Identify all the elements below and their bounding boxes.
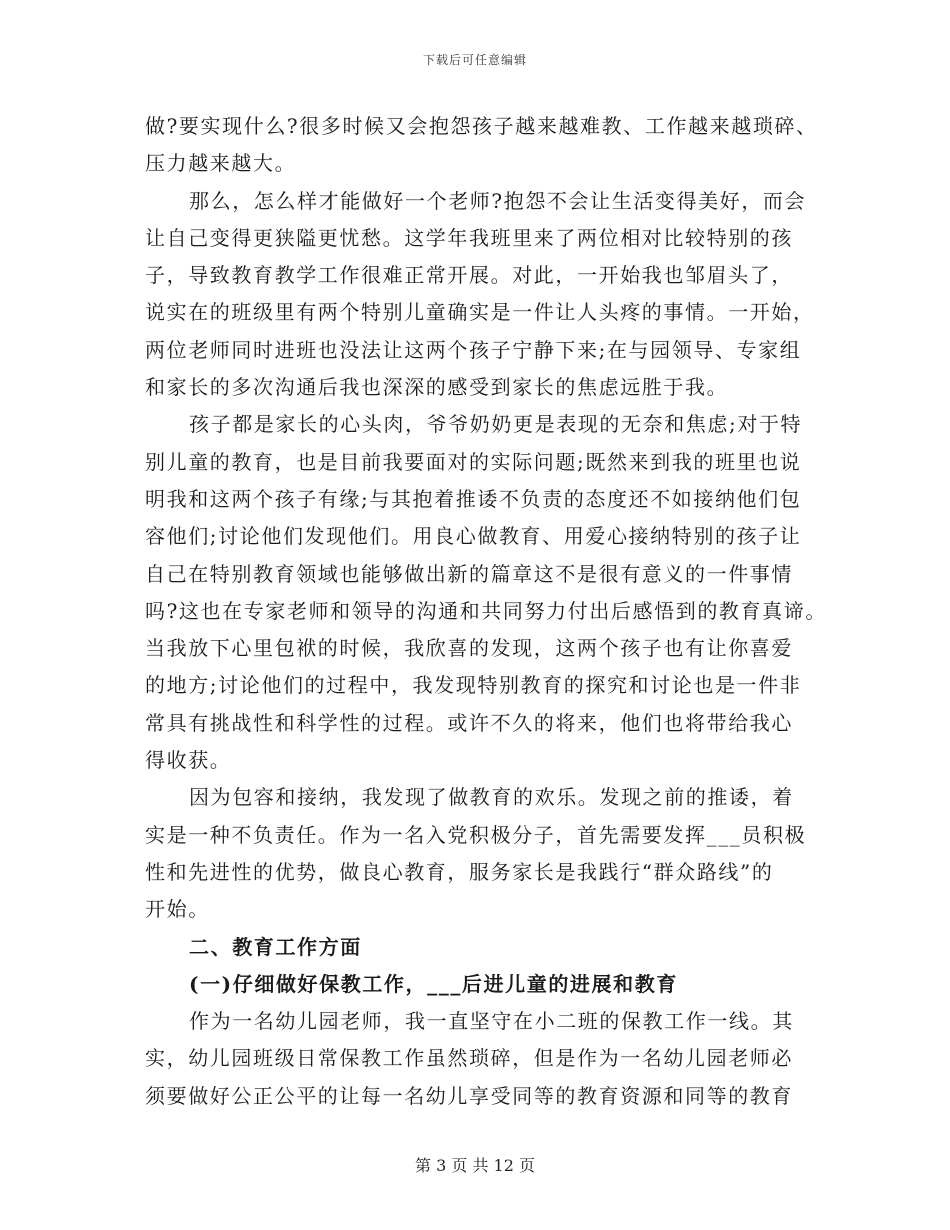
section-heading: (一)仔细做好保教工作，___后进儿童的进展和教育 [189, 971, 678, 996]
text-line: 那么，怎么样才能做好一个老师?抱怨不会让生活变得美好，而会 [189, 188, 807, 213]
text-line: 因为包容和接纳，我发现了做教育的欢乐。发现之前的推诿，着 [189, 785, 794, 810]
text-line: 作为一名幼儿园老师，我一直坚守在小二班的保教工作一线。其 [189, 1009, 794, 1034]
text-line: 开始。 [145, 897, 210, 922]
text-line: 得收获。 [145, 748, 232, 773]
text-line: 和家长的多次沟通后我也深深的感受到家长的焦虑远胜于我。 [145, 375, 729, 400]
text-line: 子，导致教育教学工作很难正常开展。对此，一开始我也邹眉头了， [145, 263, 793, 288]
section-heading: 二、教育工作方面 [189, 934, 362, 959]
text-line: 的地方;讨论他们的过程中，我发现特别教育的探究和讨论也是一件非 [145, 673, 802, 698]
text-line: 实，幼儿园班级日常保教工作虽然琐碎，但是作为一名幼儿园老师必 [145, 1046, 793, 1071]
text-line: 说实在的班级里有两个特别儿童确实是一件让人头疼的事情。一开始， [145, 300, 815, 325]
text-line: 孩子都是家长的心头肉，爷爷奶奶更是表现的无奈和焦虑;对于特 [189, 412, 803, 437]
text-line: 别儿童的教育，也是目前我要面对的实际问题;既然来到我的班里也说 [145, 449, 802, 474]
page-header: 下载后可任意编辑 [422, 53, 527, 67]
text-line: 让自己变得更狭隘更忧愁。这学年我班里来了两位相对比较特别的孩 [145, 225, 793, 250]
text-line: 做?要实现什么?很多时候又会抱怨孩子越来越难教、工作越来越琐碎、 [145, 114, 818, 138]
text-line: 自己在特别教育领域也能够做出新的篇章这不是很有意义的一件事情 [145, 561, 793, 586]
text-line: 常具有挑战性和科学性的过程。或许不久的将来，他们也将带给我心 [145, 710, 793, 735]
text-line: 两位老师同时进班也没法让这两个孩子宁静下来;在与园领导、专家组 [145, 337, 802, 362]
text-line: 当我放下心里包袱的时候，我欣喜的发现，这两个孩子也有让你喜爱 [145, 636, 793, 661]
page-footer: 第 3 页 共 12 页 [415, 1156, 535, 1175]
document-body [145, 108, 827, 1115]
text-line: 容他们;讨论他们发现他们。用良心做教育、用爱心接纳特别的孩子让 [145, 524, 802, 549]
text-line: 性和先进性的优势，做良心教育，服务家长是我践行“群众路线”的 [145, 859, 774, 884]
text-line: 明我和这两个孩子有缘;与其抱着推诿不负责的态度还不如接纳他们包 [145, 486, 802, 511]
text-line: 吗?这也在专家老师和领导的沟通和共同努力付出后感悟到的教育真谛。 [145, 598, 827, 623]
text-line: 须要做好公正公平的让每一名幼儿享受同等的教育资源和同等的教育 [145, 1083, 793, 1108]
text-line: 压力越来越大。 [145, 151, 297, 176]
text-line: 实是一种不负责任。作为一名入党积极分子，首先需要发挥___员积极 [145, 822, 807, 847]
